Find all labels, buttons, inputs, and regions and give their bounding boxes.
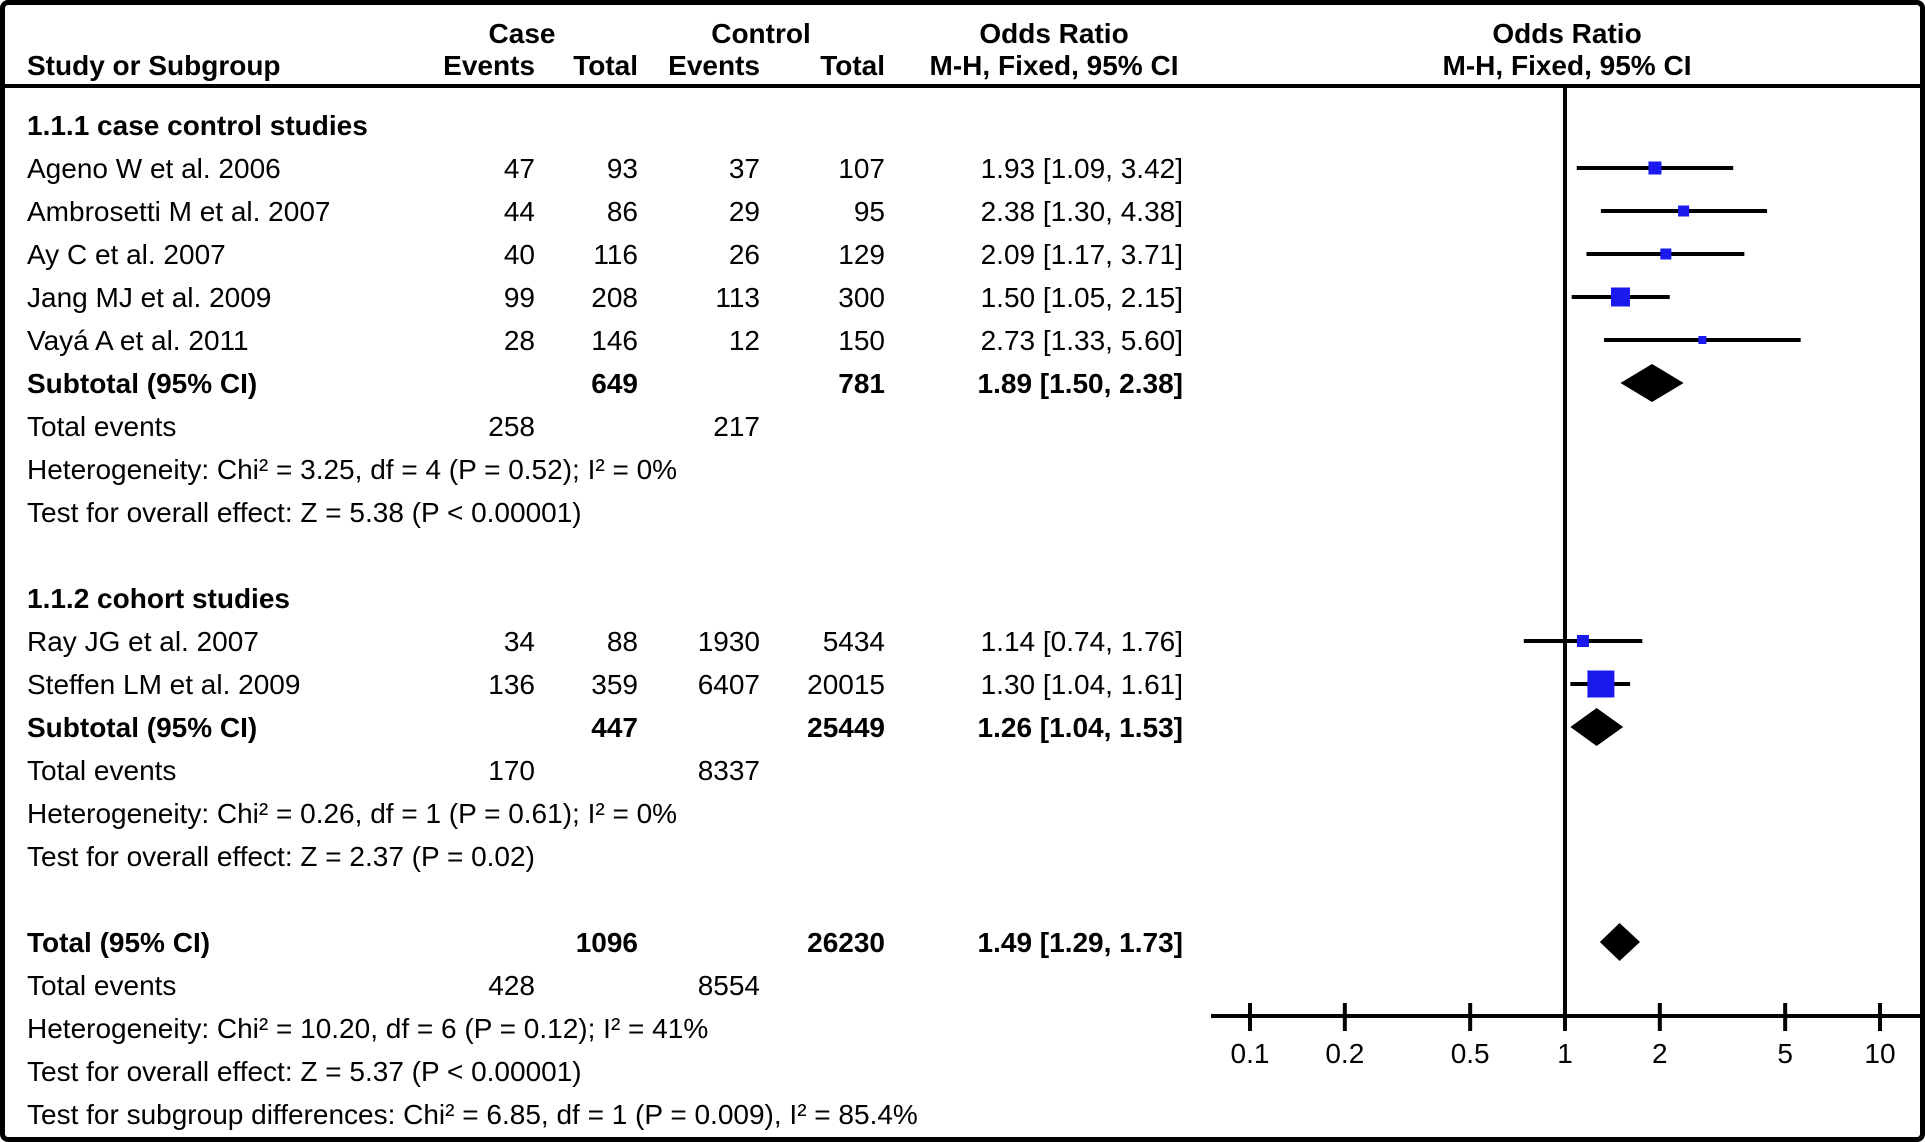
study-row xyxy=(5,663,1925,706)
study-label: Ay C et al. 2007 xyxy=(27,239,226,270)
case-total-cell: 93 xyxy=(606,153,638,184)
total-events-row xyxy=(5,405,1925,448)
pooled-label: Subtotal (95% CI) xyxy=(27,712,258,743)
case-events-cell: 28 xyxy=(503,325,535,356)
axis-tick-label: 0.1 xyxy=(1230,1038,1270,1069)
case-total-cell: 359 xyxy=(591,669,638,700)
pooled-label: Subtotal (95% CI) xyxy=(27,368,258,399)
study-label: Steffen LM et al. 2009 xyxy=(27,669,301,700)
total-events-row xyxy=(5,749,1925,792)
overall-effect-text-row xyxy=(5,1050,1925,1093)
heterogeneity-text-row xyxy=(5,792,1925,835)
odds-ratio-ci-cell: 2.38 [1.30, 4.38] xyxy=(980,196,1183,227)
control-total-col-header: Total xyxy=(820,50,885,81)
case-events-cell: 34 xyxy=(503,626,535,657)
pooled-label: Total (95% CI) xyxy=(27,927,211,958)
case-total-cell: 208 xyxy=(591,282,638,313)
control-events-cell: 26 xyxy=(728,239,760,270)
subgroup-heading: 1.1.1 case control studies xyxy=(27,110,368,141)
odds-ratio-title-plot: Odds Ratio xyxy=(1492,18,1642,49)
overall-effect-text: Test for overall effect: Z = 2.37 (P = 0.02) xyxy=(27,841,535,872)
control-total-cell: 95 xyxy=(853,196,885,227)
heterogeneity-text: Heterogeneity: Chi² = 0.26, df = 1 (P = 0.61); I² = 0% xyxy=(27,798,678,829)
subgroup-differences-text-row xyxy=(5,1093,1925,1136)
odds-ratio-ci-cell: 1.14 [0.74, 1.76] xyxy=(980,626,1183,657)
study-row xyxy=(5,620,1925,663)
case-events-cell: 428 xyxy=(488,970,535,1001)
case-events-cell: 44 xyxy=(503,196,535,227)
control-total-cell: 129 xyxy=(838,239,885,270)
subgroup-heading: 1.1.2 cohort studies xyxy=(27,583,290,614)
study-label: Ray JG et al. 2007 xyxy=(27,626,259,657)
subgroup-differences-text: Test for subgroup differences: Chi² = 6.85, df = 1 (P = 0.009), I² = 85.4% xyxy=(27,1099,918,1130)
subtotal-row xyxy=(5,706,1925,749)
overall-effect-text-row xyxy=(5,835,1925,878)
table-body xyxy=(5,5,1920,1137)
total-events-label: Total events xyxy=(27,755,177,786)
axis-tick-label: 2 xyxy=(1652,1038,1668,1069)
overall-effect-text: Test for overall effect: Z = 5.38 (P < 0.00001) xyxy=(27,497,582,528)
subgroup-heading-row xyxy=(5,577,1925,620)
control-events-cell: 1930 xyxy=(697,626,760,657)
odds-ratio-ci-cell: 1.30 [1.04, 1.61] xyxy=(980,669,1183,700)
axis-tick-label: 10 xyxy=(1864,1038,1896,1069)
axis-tick-label: 0.2 xyxy=(1325,1038,1365,1069)
total-events-label: Total events xyxy=(27,411,177,442)
control-total-cell: 20015 xyxy=(807,669,885,700)
odds-ratio-ci-cell: 1.89 [1.50, 2.38] xyxy=(977,368,1183,399)
case-total-cell: 86 xyxy=(606,196,638,227)
heterogeneity-text-row xyxy=(5,448,1925,491)
axis-tick-label: 0.5 xyxy=(1450,1038,1490,1069)
control-total-cell: 300 xyxy=(838,282,885,313)
control-events-cell: 6407 xyxy=(697,669,760,700)
control-events-col-header: Events xyxy=(668,50,760,81)
axis-tick-label: 1 xyxy=(1557,1038,1573,1069)
case-total-cell: 649 xyxy=(591,368,638,399)
control-events-cell: 8554 xyxy=(697,970,760,1001)
heterogeneity-text-row xyxy=(5,1007,1925,1050)
case-total-cell: 146 xyxy=(591,325,638,356)
control-events-cell: 12 xyxy=(728,325,760,356)
case-events-cell: 40 xyxy=(503,239,535,270)
odds-ratio-ci-cell: 1.49 [1.29, 1.73] xyxy=(977,927,1183,958)
study-label: Ambrosetti M et al. 2007 xyxy=(27,196,331,227)
case-total-cell: 1096 xyxy=(575,927,638,958)
case-total-cell: 447 xyxy=(591,712,638,743)
case-group-header: Case xyxy=(488,18,556,49)
overall-effect-text-row xyxy=(5,491,1925,534)
study-row xyxy=(5,190,1925,233)
case-events-cell: 258 xyxy=(488,411,535,442)
control-total-cell: 107 xyxy=(838,153,885,184)
study-label: Vayá A et al. 2011 xyxy=(27,325,249,356)
control-events-cell: 8337 xyxy=(697,755,760,786)
case-total-cell: 88 xyxy=(606,626,638,657)
odds-ratio-ci-cell: 1.50 [1.05, 2.15] xyxy=(980,282,1183,313)
subtotal-row xyxy=(5,362,1925,405)
odds-ratio-ci-cell: 2.09 [1.17, 3.71] xyxy=(980,239,1183,270)
odds-ratio-title-table: Odds Ratio xyxy=(979,18,1129,49)
heterogeneity-text: Heterogeneity: Chi² = 3.25, df = 4 (P = 0.52); I² = 0% xyxy=(27,454,678,485)
case-events-col-header: Events xyxy=(443,50,535,81)
study-row xyxy=(5,276,1925,319)
case-events-cell: 99 xyxy=(503,282,535,313)
control-events-cell: 29 xyxy=(728,196,760,227)
total-events-row xyxy=(5,964,1925,1007)
control-group-header: Control xyxy=(711,18,811,49)
control-total-cell: 5434 xyxy=(822,626,885,657)
or-method-subheader-table: M-H, Fixed, 95% CI xyxy=(929,50,1179,81)
study-col-header: Study or Subgroup xyxy=(27,50,281,81)
study-row xyxy=(5,319,1925,362)
control-total-cell: 26230 xyxy=(807,927,885,958)
control-total-cell: 25449 xyxy=(807,712,885,743)
study-label: Jang MJ et al. 2009 xyxy=(27,282,272,313)
odds-ratio-ci-cell: 1.26 [1.04, 1.53] xyxy=(977,712,1183,743)
subgroup-heading-row xyxy=(5,104,1925,147)
control-events-cell: 217 xyxy=(713,411,760,442)
control-events-cell: 113 xyxy=(715,282,760,313)
control-total-cell: 150 xyxy=(838,325,885,356)
case-events-cell: 170 xyxy=(488,755,535,786)
or-method-subheader-plot: M-H, Fixed, 95% CI xyxy=(1442,50,1692,81)
heterogeneity-text: Heterogeneity: Chi² = 10.20, df = 6 (P = 0.12); I² = 41% xyxy=(27,1013,709,1044)
axis-tick-label: 5 xyxy=(1777,1038,1793,1069)
odds-ratio-ci-cell: 1.93 [1.09, 3.42] xyxy=(980,153,1183,184)
control-events-cell: 37 xyxy=(728,153,760,184)
case-total-col-header: Total xyxy=(573,50,638,81)
total-row xyxy=(5,921,1925,964)
case-total-cell: 116 xyxy=(593,239,638,270)
study-row xyxy=(5,233,1925,276)
control-total-cell: 781 xyxy=(838,368,885,399)
study-row xyxy=(5,147,1925,190)
overall-effect-text: Test for overall effect: Z = 5.37 (P < 0.00001) xyxy=(27,1056,582,1087)
case-events-cell: 136 xyxy=(488,669,535,700)
total-events-label: Total events xyxy=(27,970,177,1001)
study-label: Ageno W et al. 2006 xyxy=(27,153,281,184)
odds-ratio-ci-cell: 2.73 [1.33, 5.60] xyxy=(980,325,1183,356)
case-events-cell: 47 xyxy=(503,153,535,184)
